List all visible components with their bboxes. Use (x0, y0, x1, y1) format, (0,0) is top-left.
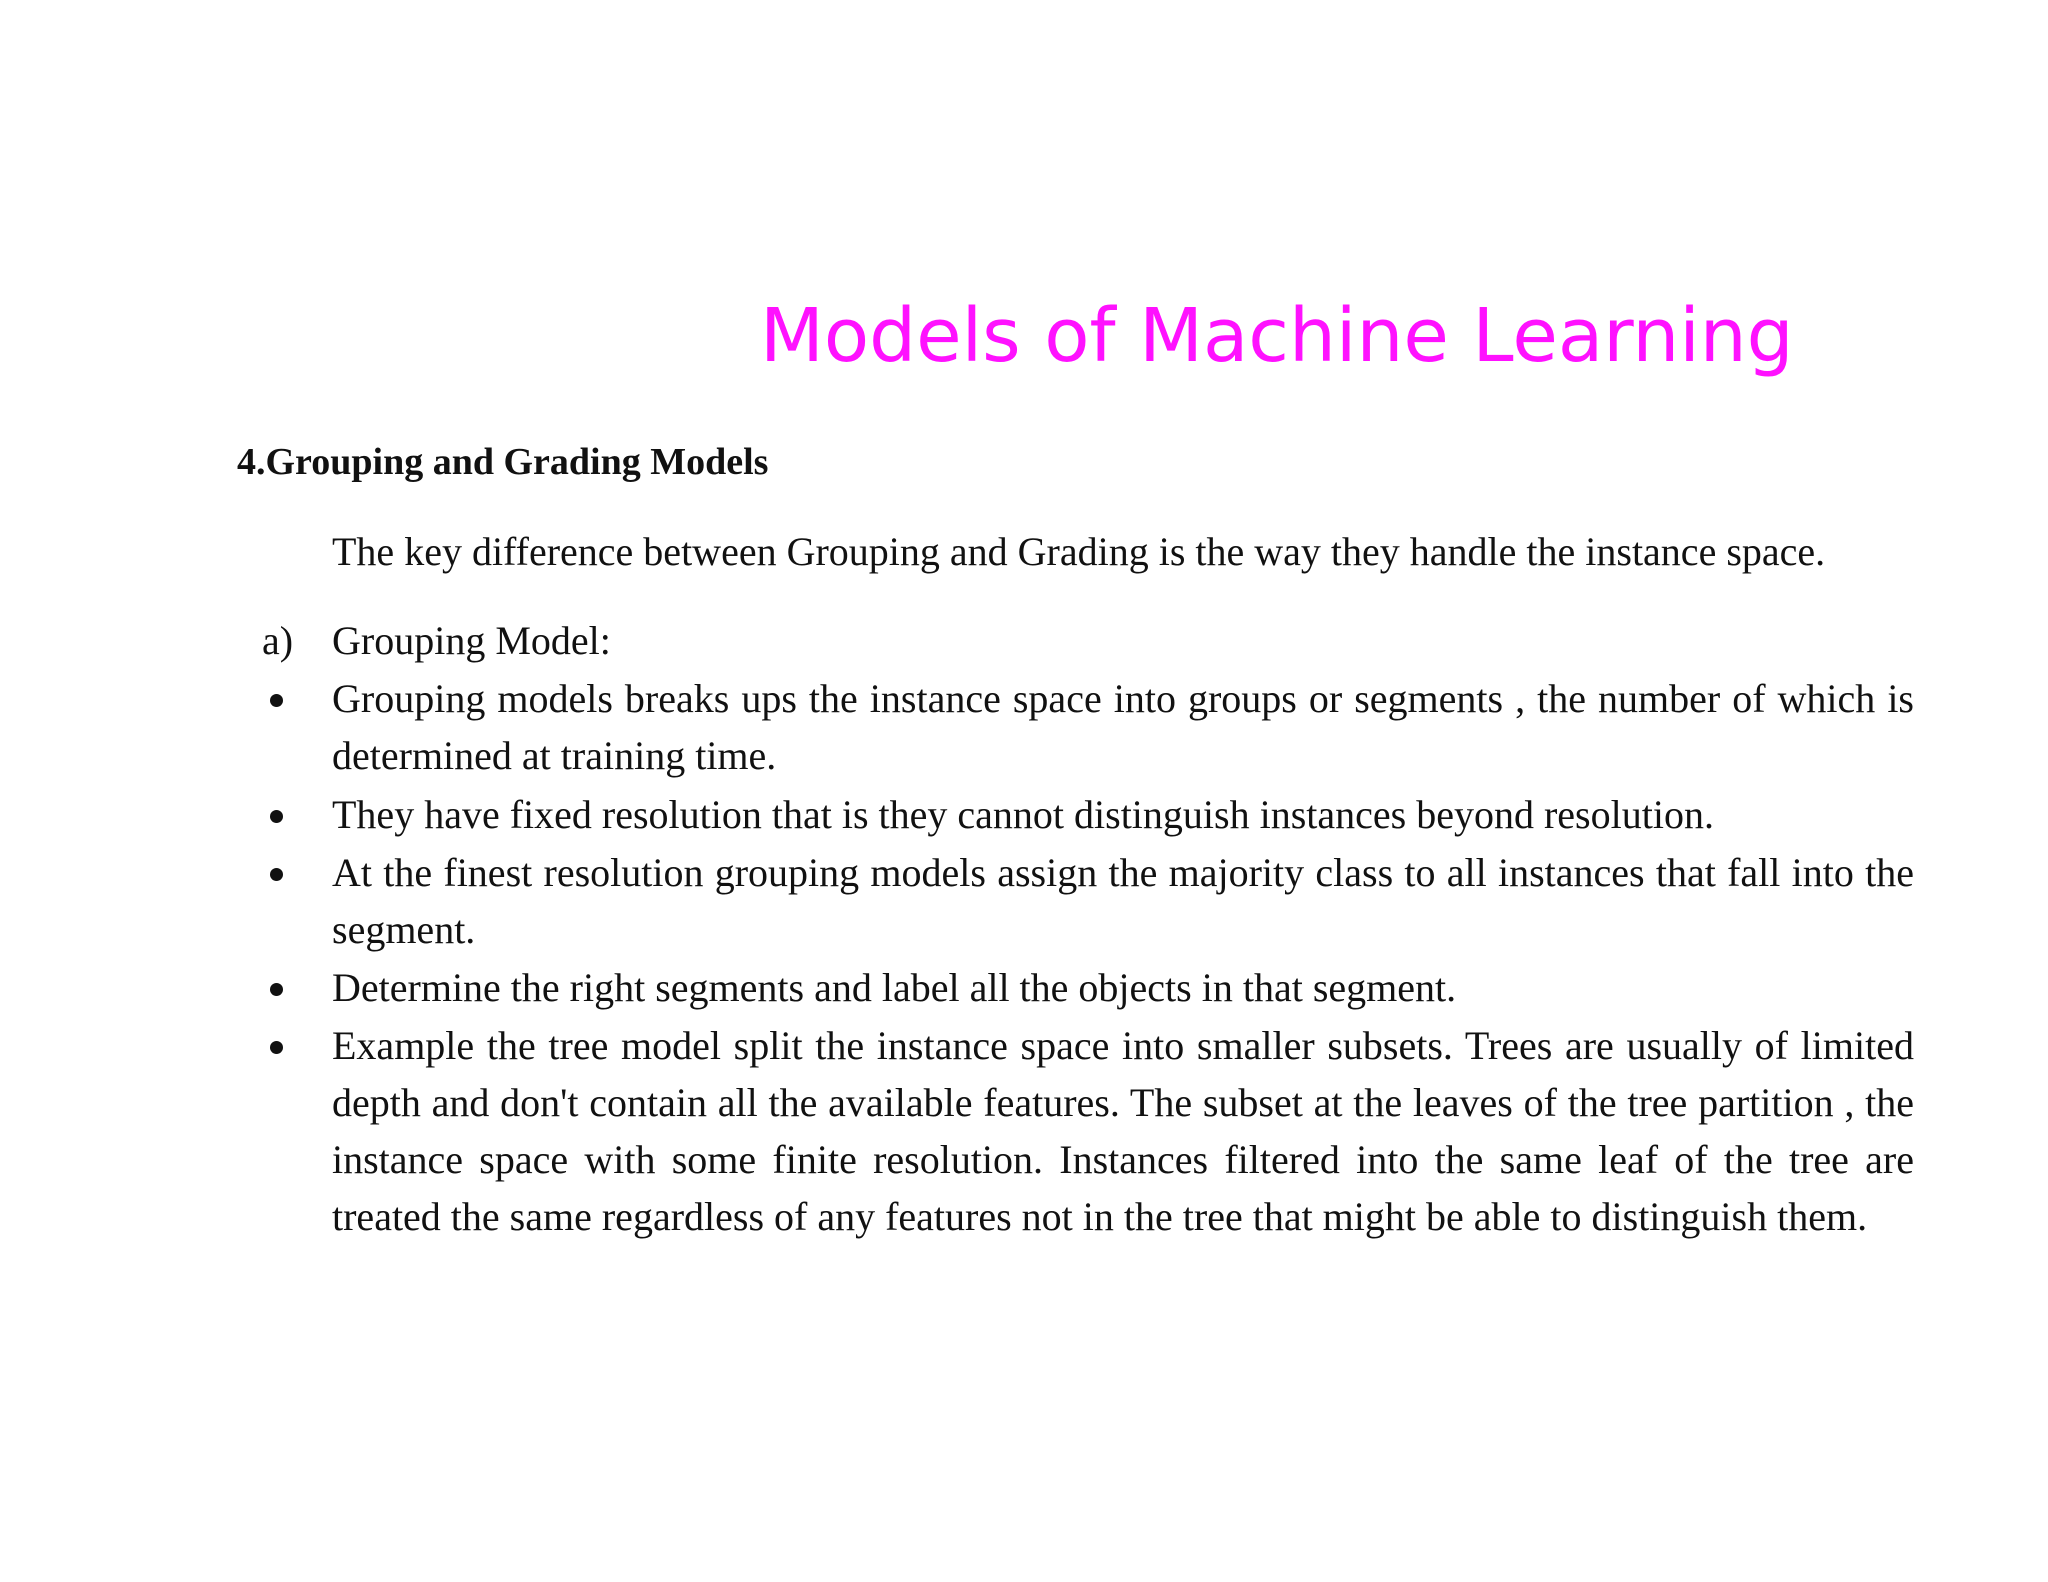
bullet-text: They have fixed resolution that is they cannot distinguish instances beyond resolution. (332, 792, 1714, 837)
bullet-item (262, 959, 1914, 1016)
bullet-text: Grouping models breaks ups the instance space into groups or segments , the number of which is determined at training time. (332, 676, 1914, 778)
section-heading: 4.Grouping and Grading Models (237, 441, 769, 483)
bullet-item (262, 1017, 1914, 1245)
page-title: Models of Machine Learning (760, 293, 1794, 379)
sub-heading-label: Grouping Model: (332, 618, 611, 663)
bullet-icon (270, 1041, 283, 1054)
bullet-text: Example the tree model split the instance space into smaller subsets. Trees are usually of limited depth and don't contain all the available features. The subset at the leaves of the tree partition , the instance space with some finite resolution. Instances filtered into the same leaf of the tree are treated the same regardless of any features not in the tree that might be able to distinguish them. (332, 1023, 1914, 1239)
bullet-icon (270, 868, 283, 881)
bullet-item (262, 786, 1914, 843)
bullet-icon (270, 810, 283, 823)
sub-heading (262, 614, 611, 668)
bullet-text: At the finest resolution grouping models assign the majority class to all instances that fall into the segment. (332, 850, 1914, 952)
intro-paragraph: The key difference between Grouping and Grading is the way they handle the instance space. (332, 529, 1826, 574)
bullet-list (262, 670, 1914, 1245)
list-marker: a) (262, 618, 294, 663)
bullet-item (262, 844, 1914, 958)
bullet-icon (270, 983, 283, 996)
bullet-text: Determine the right segments and label all the objects in that segment. (332, 965, 1457, 1010)
bullet-icon (270, 694, 283, 707)
bullet-item (262, 670, 1914, 784)
